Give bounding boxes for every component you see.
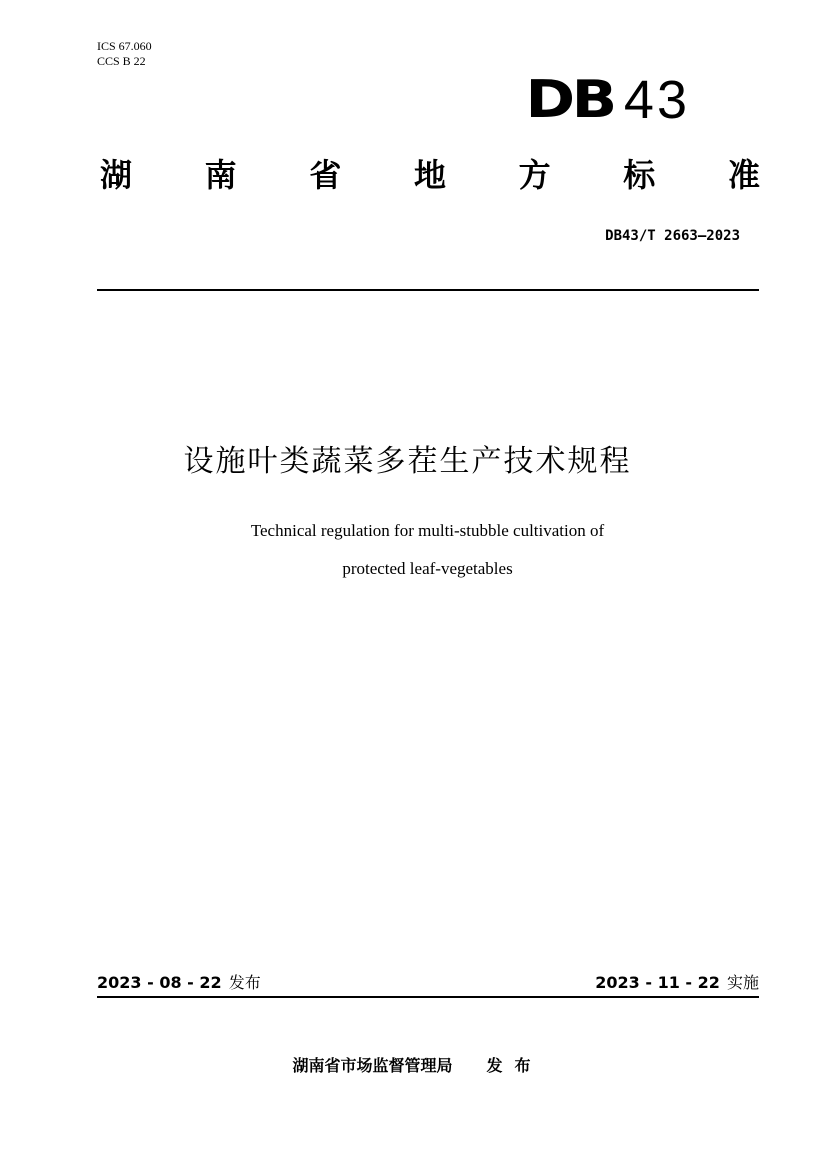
document-title-english	[0, 512, 815, 588]
document-title-chinese: 设施叶类蔬菜多茬生产技术规程	[183, 444, 632, 479]
issuing-authority	[0, 1054, 815, 1078]
standard-number: DB43/T 2663—2023	[605, 228, 740, 244]
standard-type-char: 准	[727, 156, 760, 194]
implement-date-block	[595, 972, 759, 994]
standard-type-char: 湖	[100, 156, 133, 194]
standard-type-char: 南	[204, 156, 237, 194]
footer-divider	[97, 996, 759, 998]
db-logo-mark: DB	[525, 70, 614, 130]
publish-date-block	[97, 972, 261, 994]
standard-type-heading	[100, 155, 760, 195]
english-title-line-2: protected leaf-vegetables	[342, 559, 513, 578]
db-logo	[525, 70, 690, 130]
classification-codes	[97, 39, 152, 69]
date-row	[97, 972, 759, 994]
standard-type-char: 标	[623, 156, 656, 194]
ics-code: ICS 67.060	[97, 39, 152, 53]
issuer-name: 湖南省市场监督管理局	[292, 1056, 453, 1075]
ccs-code: CCS B 22	[97, 54, 146, 68]
publish-date: 2023 - 08 - 22	[97, 973, 222, 992]
standard-type-char: 地	[413, 156, 446, 194]
english-title-line-1: Technical regulation for multi-stubble cultivation of	[250, 521, 605, 540]
publish-label: 发布	[228, 973, 261, 992]
implement-label: 实施	[726, 973, 759, 992]
header-divider	[97, 289, 759, 291]
db-logo-number: 43	[623, 70, 690, 130]
standard-type-char: 省	[309, 156, 342, 194]
implement-date: 2023 - 11 - 22	[595, 973, 720, 992]
standard-type-char: 方	[518, 156, 551, 194]
issuer-action: 发布	[486, 1056, 543, 1075]
